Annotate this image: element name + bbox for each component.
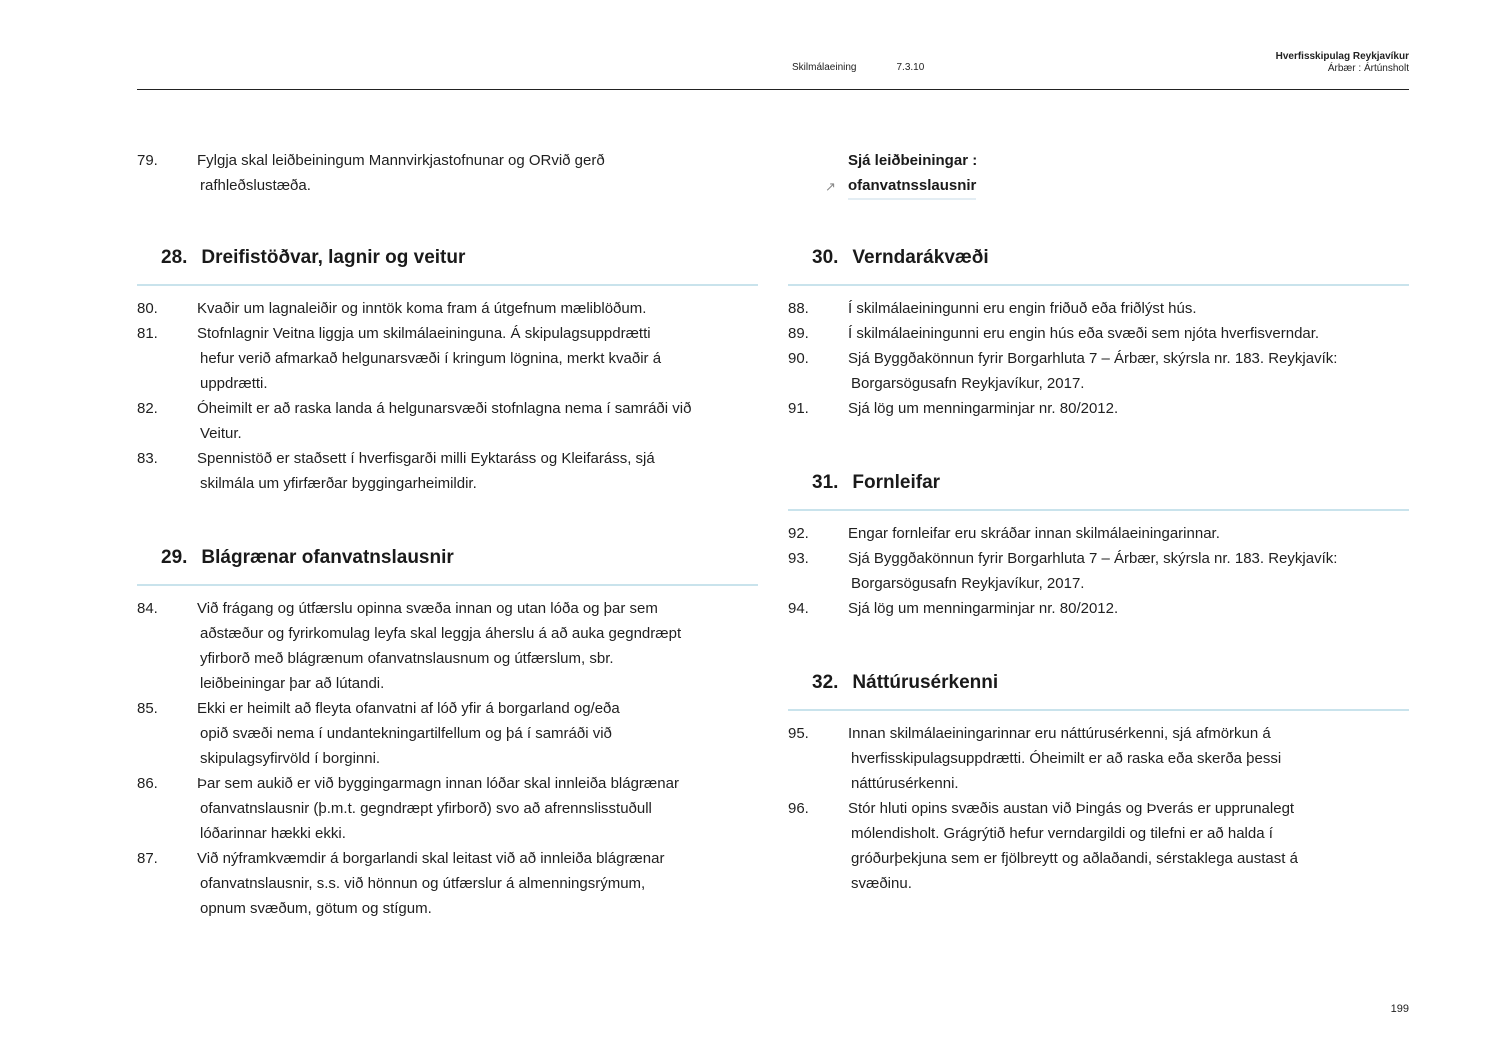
item-text: Borgarsögusafn Reykjavíkur, 2017. [851,575,1085,592]
item-text: Sjá Byggðakönnun fyrir Borgarhluta 7 – Árbær, skýrsla nr. 183. Reykjavík: [848,350,1338,367]
item-text: Borgarsögusafn Reykjavíkur, 2017. [851,375,1085,392]
list-item [137,696,758,771]
section-divider [788,284,1409,286]
item-number: 95. [788,725,809,742]
item-text: skilmála um yfirfærðar byggingarheimildir. [200,475,477,492]
section-divider [137,584,758,586]
item-number: 88. [788,300,809,317]
item-text: hverfisskipulagsuppdrætti. Óheimilt er að raska eða skerða þessi [851,750,1282,767]
list-item [137,596,758,696]
list-item [788,346,1409,396]
section-title: Dreifistöðvar, lagnir og veitur [201,247,466,268]
item-text: opið svæði nema í undantekningartilfellum og þá í samráði við [200,725,612,742]
section-divider [137,284,758,286]
list-item [788,721,1409,796]
item-text: leiðbeiningar þar að lútandi. [200,675,385,692]
guidelines-link[interactable]: ofanvatnsslausnir [848,173,976,200]
item-text: ofanvatnslausnir (þ.m.t. gegndræpt yfirborð) svo að afrennslisstuðull [200,800,652,817]
section-divider [788,509,1409,511]
item-text: Engar fornleifar eru skráðar innan skilmálaeiningarinnar. [848,525,1220,542]
list-item [788,596,1409,621]
item-text: Í skilmálaeiningunni eru engin friðuð eða friðlýst hús. [848,300,1197,317]
item-text: Við frágang og útfærslu opinna svæða innan og utan lóða og þar sem [197,600,658,617]
item-text: Sjá lög um menningarminjar nr. 80/2012. [848,400,1119,417]
list-item [137,321,758,396]
running-header [792,62,924,73]
item-text: Veitur. [200,425,242,442]
item-text: Við nýframkvæmdir á borgarlandi skal leitast við að innleiða blágrænar [197,850,665,867]
item-text: Stór hluti opins svæðis austan við Þingás og Þverás er upprunalegt [848,800,1295,817]
section-number: 7.3.10 [896,62,925,73]
see-also-label: Sjá leiðbeiningar : [848,152,978,169]
list-item [137,846,758,921]
section-29 [137,547,758,921]
item-number: 91. [788,400,809,417]
item-number: 86. [137,775,158,792]
item-number: 89. [788,325,809,342]
item-text: uppdrætti. [200,375,268,392]
section-title: Blágrænar ofanvatnslausnir [201,547,454,568]
list-item [137,148,758,198]
item-text: Fylgja skal leiðbeiningum Mannvirkjastofnunar og ORvið gerð [197,152,605,169]
list-item [788,521,1409,546]
list-item [137,771,758,846]
section-title: Verndarákvæði [852,247,989,268]
list-item [788,546,1409,596]
list-item [788,321,1409,346]
item-text: Spennistöð er staðsett í hverfisgarði milli Eyktaráss og Kleifaráss, sjá [197,450,655,467]
item-text: hefur verið afmarkað helgunarsvæði í kringum lögnina, merkt kvaðir á [200,350,662,367]
section-heading [788,672,1409,694]
item-number: 93. [788,550,809,567]
document-header [1276,51,1409,75]
item-text: Innan skilmálaeiningarinnar eru náttúrusérkenni, sjá afmörkun á [848,725,1271,742]
item-text: opnum svæðum, götum og stígum. [200,900,432,917]
section-divider [788,709,1409,711]
item-number: 80. [137,300,158,317]
section-number: 30. [812,247,839,268]
section-28 [137,247,758,496]
item-text: Þar sem aukið er við byggingarmagn innan lóðar skal innleiða blágrænar [197,775,679,792]
list-item [788,296,1409,321]
item-text: Ekki er heimilt að fleyta ofanvatni af lóð yfir á borgarland og/eða [197,700,620,717]
document-subtitle: Árbær : Ártúnsholt [1327,63,1409,74]
section-heading [137,247,758,269]
item-number: 83. [137,450,158,467]
section-title: Fornleifar [852,472,941,493]
item-text: Stofnlagnir Veitna liggja um skilmálaeininguna. Á skipulagsuppdrætti [197,325,651,342]
item-number: 79. [137,152,158,169]
section-31 [788,472,1409,621]
item-number: 81. [137,325,158,342]
list-item [137,396,758,446]
item-text: ofanvatnslausnir, s.s. við hönnun og útfærslur á almenningsrýmum, [200,875,646,892]
document-title: Hverfisskipulag Reykjavíkur [1275,51,1409,62]
list-item [137,296,758,321]
left-column-intro [137,148,758,198]
arrow-up-right-icon: ↗ [825,179,836,194]
section-number: 28. [161,247,188,268]
section-heading [788,472,1409,494]
item-text: skipulagsyfirvöld í borginni. [200,750,381,767]
item-text: lóðarinnar hækki ekki. [200,825,346,842]
see-also-box [825,148,977,200]
item-text: mólendisholt. Grágrýtið hefur verndargildi og tilefni er að halda í [851,825,1273,842]
list-item [788,396,1409,421]
section-30 [788,247,1409,421]
section-label: Skilmálaeining [792,62,857,73]
page-number: 199 [1390,1003,1409,1015]
item-number: 92. [788,525,809,542]
section-number: 32. [812,672,839,693]
list-item [788,796,1409,896]
item-number: 85. [137,700,158,717]
section-heading [137,547,758,569]
list-item [137,446,758,496]
section-number: 31. [812,472,839,493]
section-number: 29. [161,547,188,568]
section-heading [788,247,1409,269]
item-text: aðstæður og fyrirkomulag leyfa skal leggja áherslu á að auka gegndræpt [200,625,682,642]
item-text: Kvaðir um lagnaleiðir og inntök koma fram á útgefnum mæliblöðum. [197,300,647,317]
item-number: 82. [137,400,158,417]
item-number: 87. [137,850,158,867]
section-title: Náttúrusérkenni [852,672,999,693]
item-text: Í skilmálaeiningunni eru engin hús eða svæði sem njóta hverfisverndar. [848,325,1320,342]
item-text: Sjá lög um menningarminjar nr. 80/2012. [848,600,1119,617]
section-32 [788,672,1409,896]
item-text: yfirborð með blágrænum ofanvatnslausnum og útfærslum, sbr. [200,650,614,667]
item-text: Óheimilt er að raska landa á helgunarsvæði stofnlagna nema í samráði við [197,400,692,417]
item-text: gróðurþekjuna sem er fjölbreytt og aðlaðandi, sérstaklega austast á [851,850,1298,867]
header-divider [137,89,1409,90]
item-number: 90. [788,350,809,367]
item-text: Sjá Byggðakönnun fyrir Borgarhluta 7 – Árbær, skýrsla nr. 183. Reykjavík: [848,550,1338,567]
item-text: rafhleðslustæða. [200,177,311,194]
item-number: 96. [788,800,809,817]
item-text: svæðinu. [851,875,912,892]
item-number: 94. [788,600,809,617]
item-number: 84. [137,600,158,617]
item-text: náttúrusérkenni. [851,775,959,792]
